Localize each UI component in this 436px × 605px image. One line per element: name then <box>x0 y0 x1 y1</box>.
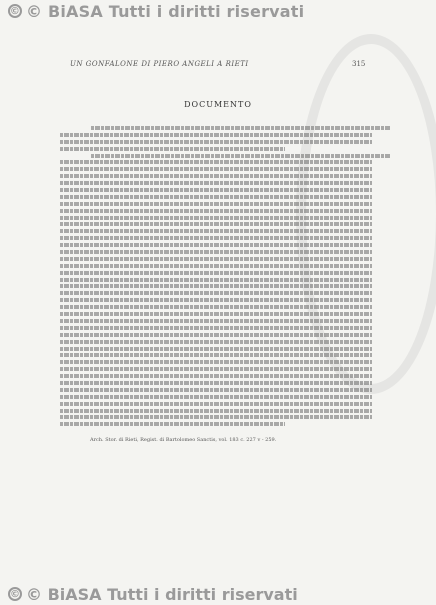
text-line <box>60 209 372 213</box>
text-line <box>60 326 372 330</box>
text-line <box>60 216 372 220</box>
text-line <box>60 422 285 426</box>
text-line <box>60 167 372 171</box>
text-line <box>60 305 372 309</box>
text-line <box>60 195 372 199</box>
text-line <box>91 154 391 158</box>
text-line <box>60 298 372 302</box>
text-line <box>60 388 372 392</box>
document-body <box>60 126 372 429</box>
text-line <box>60 381 372 385</box>
text-line <box>60 333 372 337</box>
text-lines <box>60 126 372 426</box>
document-title: DOCUMENTO <box>184 100 252 109</box>
running-head: UN GONFALONE DI PIERO ANGELI A RIETI <box>70 60 249 68</box>
text-line <box>60 229 372 233</box>
text-line <box>60 181 372 185</box>
text-line <box>60 312 372 316</box>
watermark-top <box>0 0 436 22</box>
text-line <box>60 374 372 378</box>
copyright-icon: © <box>9 5 21 17</box>
watermark-top-text: © BiASA Tutti i diritti riservati <box>26 1 305 21</box>
text-line <box>60 243 372 247</box>
text-line <box>60 415 372 419</box>
text-line <box>60 250 372 254</box>
watermark-bottom-text: © BiASA Tutti i diritti riservati <box>26 584 298 604</box>
text-line <box>60 174 372 178</box>
text-line <box>60 360 372 364</box>
text-line <box>60 264 372 268</box>
text-line <box>60 340 372 344</box>
text-line <box>60 284 372 288</box>
text-line <box>60 367 372 371</box>
text-line <box>60 257 372 261</box>
text-line <box>60 353 372 357</box>
text-line <box>60 347 372 351</box>
text-line <box>60 409 372 413</box>
text-line <box>60 319 372 323</box>
text-line <box>60 271 372 275</box>
copyright-icon: © <box>10 588 20 600</box>
text-line <box>60 291 372 295</box>
text-line <box>60 202 372 206</box>
text-line <box>60 402 372 406</box>
text-line <box>60 133 372 137</box>
text-line <box>60 278 372 282</box>
page-number: 315 <box>352 60 366 68</box>
text-line <box>60 395 372 399</box>
text-line <box>60 222 372 226</box>
watermark-bottom <box>0 583 436 605</box>
text-line <box>60 140 372 144</box>
text-line <box>60 236 372 240</box>
text-line <box>91 126 391 130</box>
text-line <box>60 188 372 192</box>
footnote: Arch. Stor. di Rieti, Regist. di Bartolomeo Sanctis, vol. 183 c. 227 v - 259. <box>90 437 277 443</box>
text-line <box>60 160 372 164</box>
text-line <box>60 147 285 151</box>
